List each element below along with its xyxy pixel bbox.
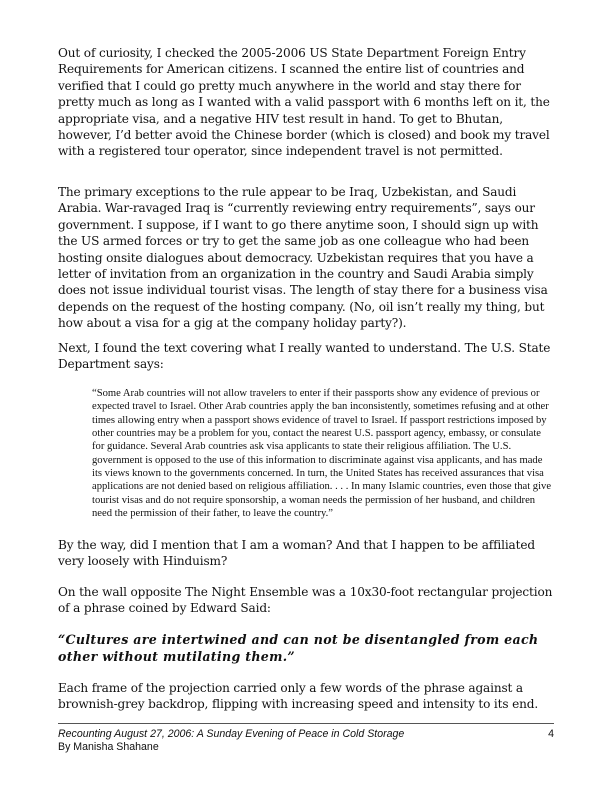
footer-divider bbox=[58, 723, 554, 724]
paragraph-exceptions: The primary exceptions to the rule appear to be Iraq, Uzbekistan, and Saudi Arabia. War-ravaged Iraq is “currently reviewing entry requirements”, says our government. I suppose, if I want to go there anytime soon, I should sign up with the US armed forces or try to get the same job as one colleague who had been hosting onsite dialogues about democracy. Uzbekistan requires that you have a letter of invitation from an organization in the country and Saudi Arabia simply does not issue individual tourist visas. The length of stay there for a business visa depends on the request of the hosting company. (No, oil isn’t really my thing, but how about a visa for a gig at the company holiday party?). bbox=[58, 185, 548, 331]
state-department-quote: “Some Arab countries will not allow travelers to enter if their passports show any evidence of previous or expected travel to Israel. Other Arab countries apply the ban inconsistently, sometimes refusing and at other times allowing entry when a passport shows evidence of travel to Israel. If passport restrictions imposed by other countries may be a problem for you, contact the nearest U.S. passport agency, embassy, or consulate for guidance. Several Arab countries ask visa applicants to state their religious affiliation. The U.S. government is opposed to the use of this information to discriminate against visa applicants, and has made its views known to the governments concerned. In turn, the United States has received assurances that visa applications are not denied based on religious affiliation. . . . In many Islamic countries, even those that give tourist visas and do not require sponsorship, a woman needs the permission of her husband, and children need the permission of their father, to leave the country.” bbox=[92, 388, 552, 520]
page-number: 4 bbox=[548, 728, 554, 740]
footer-title: Recounting August 27, 2006: A Sunday Evening of Peace in Cold Storage bbox=[58, 728, 405, 740]
paragraph-projection: On the wall opposite The Night Ensemble was a 10x30-foot rectangular projection of a phrase coined by Edward Said: bbox=[58, 585, 553, 616]
paragraph-state-department-intro: Next, I found the text covering what I really wanted to understand. The U.S. State Department says: bbox=[58, 341, 551, 372]
edward-said-saying: “Cultures are intertwined and can not be disentangled from each other without mutilating them.” bbox=[58, 632, 539, 664]
paragraph-woman-hinduism: By the way, did I mention that I am a woman? And that I happen to be affiliated very loosely with Hinduism? bbox=[58, 538, 535, 569]
paragraph-projection-frames: Each frame of the projection carried only a few words of the phrase against a brownish-grey backdrop, flipping with increasing speed and intensity to its end. bbox=[58, 681, 539, 712]
footer-author: By Manisha Shahane bbox=[58, 741, 159, 753]
paragraph-foreign-entry-requirements: Out of curiosity, I checked the 2005-2006 US State Department Foreign Entry Requirements for American citizens. I scanned the entire list of countries and verified that I could go pretty much anywhere in the world and stay there for pretty much as long as I wanted with a valid passport with 6 months left on it, the appropriate visa, and a negative HIV test result in hand. To get to Bhutan, however, I’d better avoid the Chinese border (which is closed) and book my travel with a registered tour operator, since independent travel is not permitted. bbox=[58, 46, 550, 159]
